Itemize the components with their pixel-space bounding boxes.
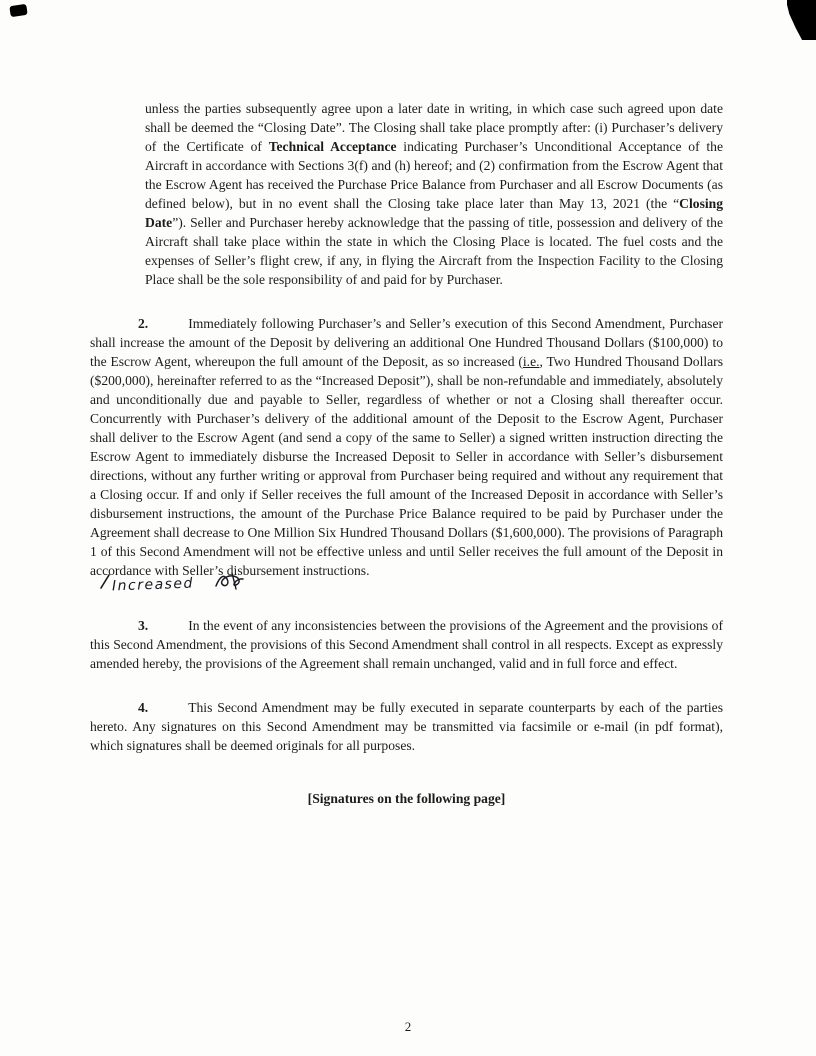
text-run: indicating Purchaser’s Unconditional Acceptance of the Aircraft in accordance with Sections 3(f) and (h) hereof; and (2) confirmation from the Escrow Agent that the Escrow Agent has received the Purchase Price Balance from Purchaser and all Escrow Documents (as defined below), but in no event shall the Closing take place later than May 13, 2021 (the “ <box>145 139 724 211</box>
handwritten-text: Increased <box>111 575 195 595</box>
continuation-paragraph <box>145 99 723 289</box>
paragraph-number: 3. <box>138 618 149 633</box>
paragraph-3 <box>90 616 723 673</box>
text-run: unless the parties subsequently agree upon a later date in writing, in which case such agreed upon date shall be deemed the “Closing Date”. The Closing shall take place promptly after: (i) Purchaser’s delivery of the Certificate of <box>145 101 723 154</box>
text-run-underline: i.e. <box>522 354 540 369</box>
scan-artifact-top-right <box>787 0 816 40</box>
paragraph-number: 4. <box>138 700 149 715</box>
text-run: Immediately following Purchaser’s and Seller’s execution of this Second Amendment, Purchaser shall increase the amount of the Deposit by delivering an additional One Hundred Thousand Dollars ($100,000) to the Escrow Agent, whereupon the full amount of the Deposit, as so increased ( <box>90 316 723 369</box>
page-content <box>90 99 723 808</box>
text-run: ”). Seller and Purchaser hereby acknowledge that the passing of title, possession and delivery of the Aircraft shall take place within the state in which the Closing Place is located. The fuel costs and the expenses of Seller’s flight crew, if any, in flying the Aircraft from the Inspection Facility to the Closing Place shall be the sole responsibility of and paid for by Purchaser. <box>145 215 723 287</box>
signatures-note: [Signatures on the following page] <box>307 791 506 806</box>
text-run: , Two Hundred Thousand Dollars ($200,000), hereinafter referred to as the “Increased Deposit”), shall be non-refundable and immediately, absolutely and unconditionally due and payable to Seller, regardless of whether or not a Closing shall thereafter occur. Concurrently with Purchaser’s delivery of the additional amount of the Deposit to the Escrow Agent, Purchaser shall deliver to the Escrow Agent (and send a copy of the same to Seller) a signed written instruction directing the Escrow Agent to immediately disburse the Increased Deposit to Seller in accordance with Seller’s disbursement directions, without any further writing or approval from Purchaser being required and without any requirement that a Closing occur. If and only if Seller receives the full amount of the Increased Deposit in accordance with Seller’s disbursement instructions, the amount of the Purchase Price Balance required to be paid by Purchaser under the Agreement shall decrease to One Million Six Hundred Thousand Dollars ($1,600,000). The provisions of Paragraph 1 of this Second Amendment will not be effective unless and until Seller receives the full amount of the Deposit in accordance with Seller’s disbursement instructions. <box>90 354 723 578</box>
handwritten-insertion-mark <box>98 574 112 590</box>
page-number: 2 <box>404 1019 412 1034</box>
text-run: This Second Amendment may be fully executed in separate counterparts by each of the parties hereto. Any signatures on this Second Amendment may be transmitted via facsimile or e-mail (in pdf format), which signatures shall be deemed originals for all purposes. <box>90 700 723 753</box>
handwritten-scribble <box>212 570 246 592</box>
text-run-bold: Technical Acceptance <box>268 139 397 154</box>
text-run-bold: Closing Date <box>145 196 723 230</box>
paragraph-2 <box>90 314 723 580</box>
paragraph-number: 2. <box>138 316 149 331</box>
text-run: In the event of any inconsistencies between the provisions of the Agreement and the provisions of this Second Amendment, the provisions of this Second Amendment shall control in all respects. Except as expressly amended hereby, the provisions of the Agreement shall remain unchanged, valid and in full force and effect. <box>90 618 723 671</box>
paragraph-4 <box>90 698 723 755</box>
scan-artifact-top-left <box>9 4 27 17</box>
